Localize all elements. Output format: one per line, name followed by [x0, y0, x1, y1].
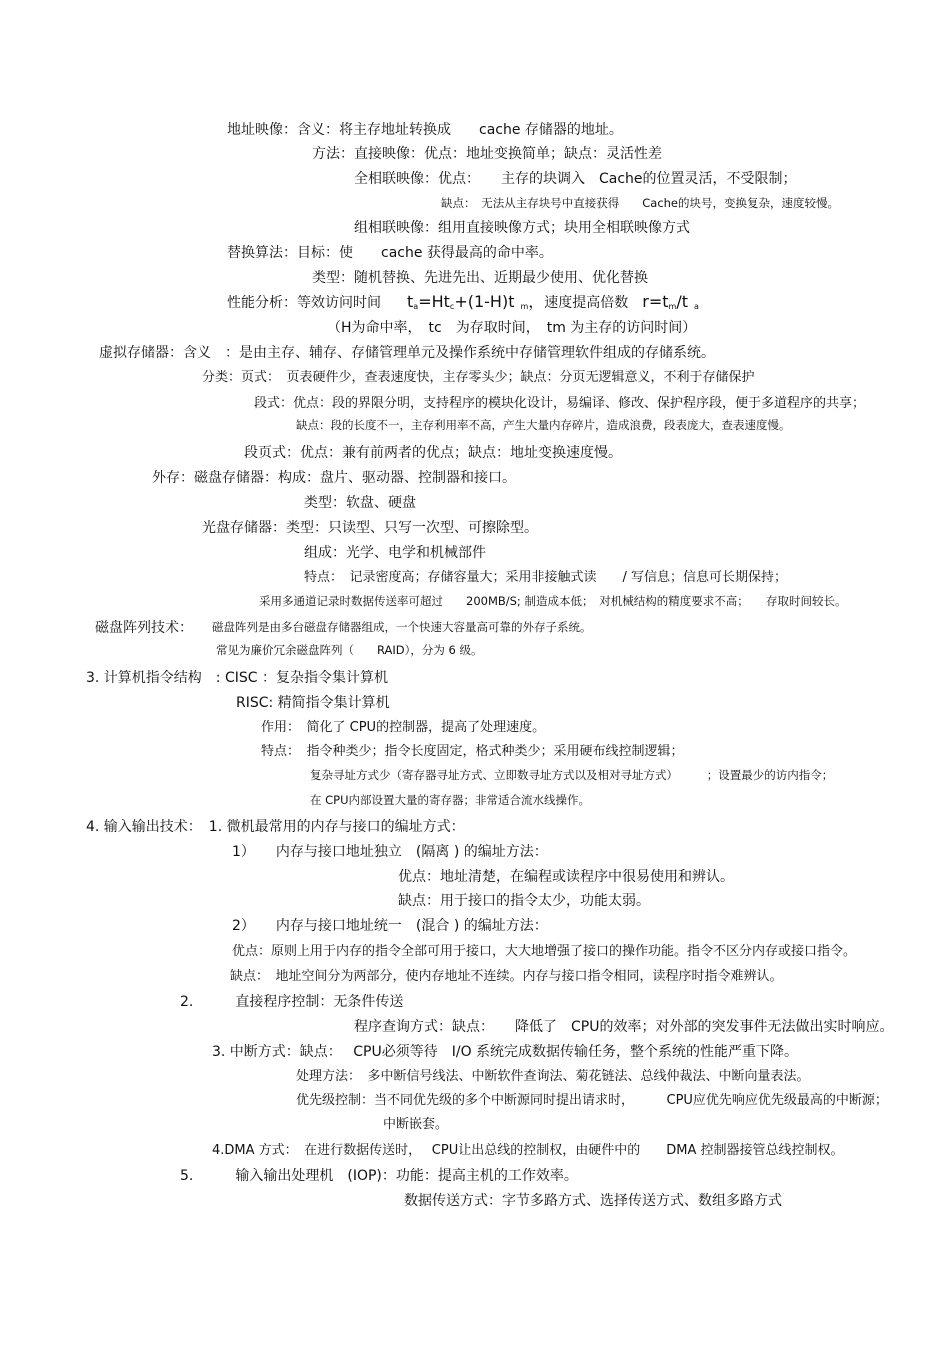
perf-comma: ，	[528, 292, 545, 311]
line-raid-label: 磁盘阵列技术：	[95, 620, 193, 636]
line-io-independent-cons: 缺点：用于接口的指令太少，功能太弱。	[398, 893, 650, 909]
perf-slash-t: /t	[676, 292, 689, 311]
line-priority-control: 优先级控制：当不同优先级的多个中断源同时提出请求时， CPU应优先响应优先级最高的中断源；	[296, 1093, 888, 1108]
line-iop: 5. 输入输出处理机 (IOP)：功能：提高主机的工作效率。	[180, 1168, 578, 1184]
line-replacement-types: 类型：随机替换、先进先出、近期最少使用、优化替换	[312, 270, 648, 286]
line-risc-features-3: 在 CPU内部设置大量的寄存器；非常适合流水线操作。	[310, 793, 591, 807]
line-io-unified-pros: 优点：原则上用于内存的指令全部可用于接口，大大地增强了接口的操作功能。指令不区分内存或接口指令。	[232, 944, 857, 959]
line-seg-paging: 段页式：优点：兼有前两者的优点；缺点：地址变换速度慢。	[244, 445, 622, 461]
line-segmentation-pros: 段式：优点：段的界限分明，支持程序的模块化设计，易编译、修改、保护程序段，便于多道程序的共享；	[254, 396, 866, 411]
line-disk-types: 类型：软盘、硬盘	[304, 495, 416, 511]
line-raid-levels: 常见为廉价冗余磁盘阵列（ RAID），分为 6 级。	[216, 643, 483, 657]
line-risc: RISC: 精简指令集计算机	[236, 695, 390, 711]
line-set-assoc: 组相联映像：组用直接映像方式；块用全相联映像方式	[354, 220, 690, 236]
line-segmentation-cons: 缺点：段的长度不一，主存利用率不高，产生大量内存碎片，造成浪费，段表庞大，查表速度慢。	[296, 418, 791, 432]
perf-sub-c: c	[449, 302, 455, 311]
line-interrupt-handling: 处理方法： 多中断信号线法、中断软件查询法、菊花链法、总线仲裁法、中断向量表法。	[296, 1069, 810, 1084]
line-full-assoc-cons: 缺点： 无法从主存块号中直接获得 Cache的块号，变换复杂，速度较慢。	[441, 196, 840, 210]
perf-lead: 性能分析：等效访问时间	[227, 295, 381, 311]
perf-mid: +(1-H)t	[454, 292, 515, 311]
line-performance-analysis	[227, 294, 699, 311]
line-io-independent: 1） 内存与接口地址独立 (隔离 ) 的编址方法：	[232, 844, 548, 860]
perf-speed: 速度提高倍数	[544, 295, 629, 311]
line-raid-desc: 磁盘阵列是由多台磁盘存储器组成，一个快速大容量高可靠的外存子系统。	[212, 620, 592, 634]
perf-r: r=t	[642, 292, 669, 311]
line-io-unified-cons: 缺点： 地址空间分为两部分，使内存地址不连续。内存与接口指令相同，读程序时指令难辨认。	[230, 969, 783, 984]
line-interrupt: 3. 中断方式：缺点： CPU必须等待 I/O 系统完成数据传输任务，整个系统的性能严重下降。	[212, 1044, 799, 1060]
line-replacement-goal: 替换算法：目标：使 cache 获得最高的命中率。	[227, 245, 553, 261]
perf-sub-a: a	[413, 302, 419, 311]
line-risc-features-2: 复杂寻址方式少（寄存器寻址方式、立即数寻址方式以及相对寻址方式） ；设置最少的访内指令；	[310, 768, 834, 782]
line-cisc: 3. 计算机指令结构 : CISC ：复杂指令集计算机	[86, 670, 388, 686]
line-io-independent-pros: 优点：地址清楚，在编程或读程序中很易使用和辨认。	[398, 869, 734, 885]
line-optical-features: 特点： 记录密度高；存储容量大；采用非接触式读 / 写信息；信息可长期保持；	[304, 570, 788, 585]
perf-sub-m: m	[520, 302, 529, 311]
line-polling: 程序查询方式：缺点： 降低了 CPU的效率；对外部的突发事件无法做出实时响应。	[354, 1019, 894, 1035]
line-risc-features: 特点： 指令种类少；指令长度固定，格式种类少；采用硬布线控制逻辑；	[261, 744, 684, 759]
line-optical-composition: 组成：光学、电学和机械部件	[304, 545, 486, 561]
perf-sub-m2: m	[668, 302, 677, 311]
line-optical-features-2: 采用多通道记录时数据传送率可超过 200MB/S; 制造成本低； 对机械结构的精度要求不高； 存取时间较长。	[259, 594, 847, 608]
line-risc-effect: 作用： 简化了 CPU的控制器，提高了处理速度。	[261, 720, 546, 735]
line-full-assoc-pros: 全相联映像：优点： 主存的块调入 Cache的位置灵活，不受限制；	[354, 171, 797, 187]
line-dma: 4.DMA 方式： 在进行数据传送时， CPU让出总线的控制权，由硬件中的 DMA 控制器接管总线控制权。	[212, 1143, 844, 1158]
line-paging: 分类：页式： 页表硬件少，查表速度快，主存零头少；缺点：分页无逻辑意义，不利于存储保护	[202, 370, 755, 385]
line-external-disk: 外存：磁盘存储器：构成：盘片、驱动器、控制器和接口。	[152, 470, 516, 486]
perf-sub-a2: a	[694, 302, 699, 311]
line-direct-program-control: 2. 直接程序控制：无条件传送	[180, 994, 404, 1010]
line-io-technology: 4. 输入输出技术： 1. 微机最常用的内存与接口的编址方式：	[86, 819, 465, 835]
perf-eq: =Ht	[418, 292, 450, 311]
line-optical-types: 光盘存储器：类型：只读型、只写一次型、可擦除型。	[202, 520, 538, 536]
perf-t: t	[407, 292, 414, 311]
line-address-mapping: 地址映像：含义：将主存地址转换成 cache 存储器的地址。	[227, 122, 623, 138]
line-perf-note: （H为命中率， tc 为存取时间， tm 为主存的访问时间）	[327, 320, 697, 336]
line-virtual-memory: 虚拟存储器：含义 ：是由主存、辅存、存储管理单元及操作系统中存储管理软件组成的存储系统。	[99, 345, 715, 361]
line-mapping-method: 方法：直接映像：优点：地址变换简单；缺点：灵活性差	[312, 146, 662, 162]
line-interrupt-nesting: 中断嵌套。	[383, 1117, 449, 1132]
line-io-unified: 2） 内存与接口地址统一 (混合 ) 的编址方法：	[232, 918, 548, 934]
line-iop-transfer: 数据传送方式：字节多路方式、选择传送方式、数组多路方式	[404, 1193, 782, 1209]
